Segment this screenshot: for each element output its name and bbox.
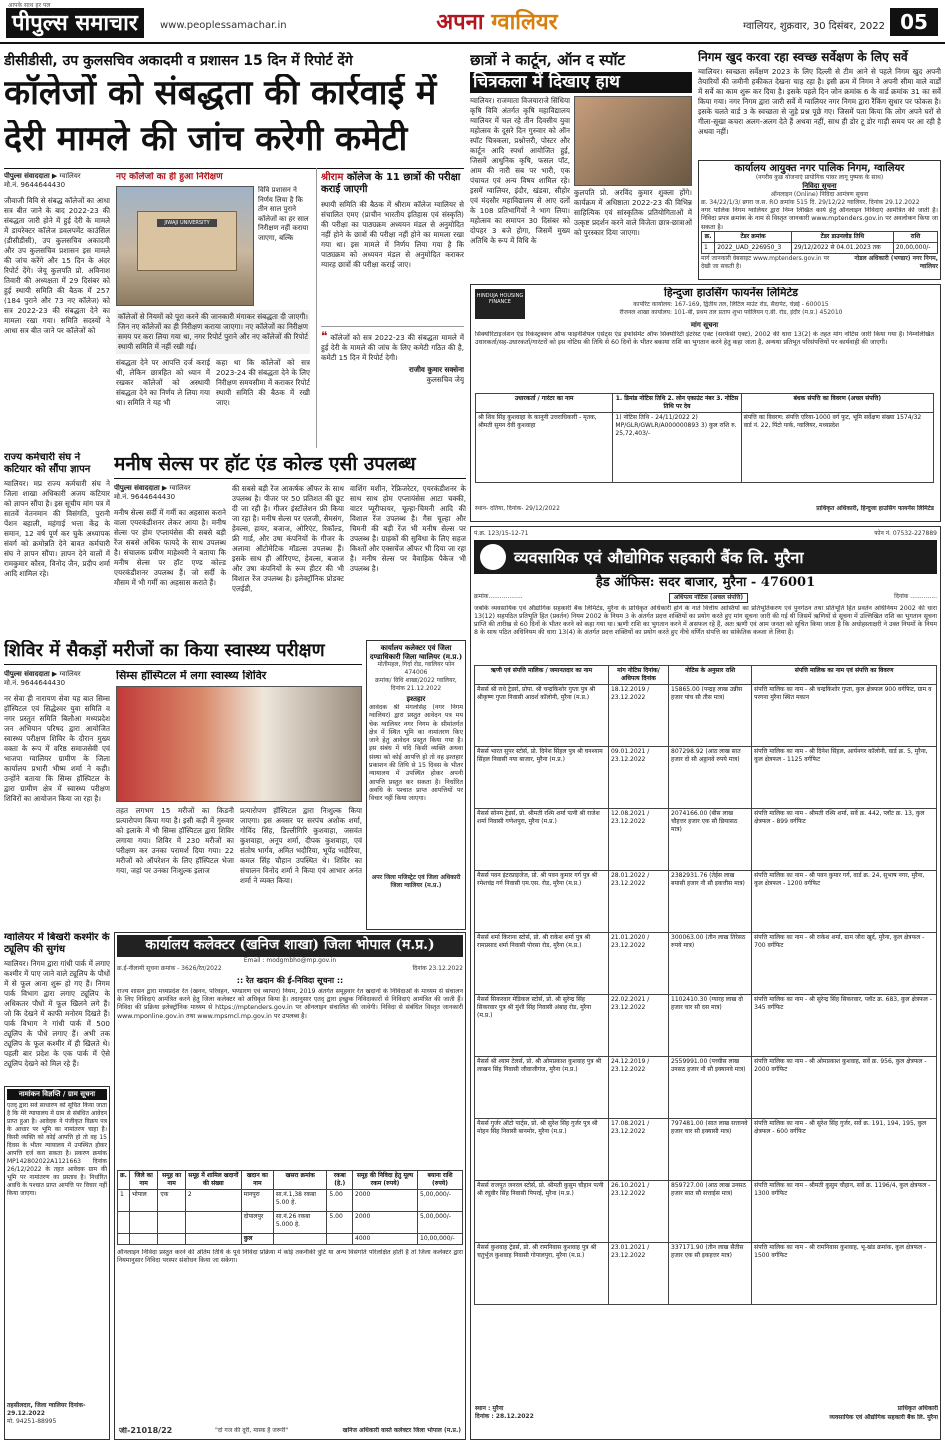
byline-phone: मो.नं. 9644644430 [4,679,66,687]
byline-phone: मो.नं. 9644644430 [4,181,66,189]
camp-body-col1: नर सेवा ही नारायण सेवा यह बात सिम्स हॉस्पिटल एवं सिद्धेश्वर युवा समिति व नगर प्रस्तुत समिति बिलौआ मध्यप्रदेश जन अभियान परिषद द्वारा आयोजित स्वास्थ्य परीक्षण शिविर के दौरान मुख्य वक्ता के रूप में वरिष्ठ समाजसेवी एवं भाजपा ग्वालियर ग्रामीण के जिला कार्यालय प्रभारी भीष्म शर्मा ने कही। उन्होंने बताया कि सिम्स हॉस्पिटल के द्वारा ग्रामीण क्षेत्र में स्वास्थ्य परीक्षण शिविरों का आयोजन किया जा रहा है। [4,694,110,803]
ac-headline: मनीष सेल्स पर हॉट एंड कोल्ड एसी उपलब्ध [114,453,416,475]
cartoon-caption: कुलपति प्रो. अरविंद कुमार शुक्ला होंगे। कार्यक्रम में अधिष्ठाता 2022-23 की विभिन्न साहित्यिक एवं सांस्कृतिक प्रतियोगिताओं में उत्कृष्ट प्रदर्शन करने वाले विजेता छात्र-छात्राओं को पुरस्कार दिया जाएगा। [574,188,692,237]
quote-author: राजीव कुमार सक्सेना [408,365,464,374]
tender-body: नगर पालिक निगम ग्वालियर द्वारा निम्न लिखित कार्य हेतु ऑनलाइन निविदाएं आमंत्रित की जाती है। निविदा प्रपत्र क्रमांक के नाम से विस्तृत जानकारी www.mptenders.gov.in पर अवलोकन किया जा सकता है। [701,207,938,231]
table-cell [158,1233,185,1244]
tender-sub: (नगरीय कुछ योजनाएं प्रायोगिक पावर लागू पुष्पक के साथ) [755,174,884,182]
table-row [475,684,937,746]
table-cell: 859727.00 (आठ लाख उनसठ हजार सात सौ सत्ताईस मात्र) [669,1180,752,1242]
lead-kicker: डीसीडीसी, उप कुलसचिव अकादमी व प्रशासन 15 दिन में रिपोर्ट देंगे [4,53,353,69]
table-cell: मैसर्स भारत सुपर स्टोर्स, प्रो. दिनेश सिंहल पुत्र श्री घनश्याम सिंहल निवासी नया बाजार, मुरैना (म.प्र.) [475,746,609,808]
cartoon-photo[interactable] [574,96,692,186]
hinduja-branch: रीजनल शाखा कार्यालय: 101-बी, प्रथम तल प्रताप शुभा पवेलियन ए.बी. रोड, इंदौर (म.प्र.) 452010 [619,309,843,316]
union-headline: राज्य कर्मचारी संघ ने कटियार को सौंपा ज्ञापन [4,452,91,475]
table-cell [327,1233,353,1244]
table-header: ऋणी एवं संपत्ति मालिक / जमानतदार का नाम [475,665,609,684]
table-cell [118,1233,130,1244]
byline-city: ग्वालियर [59,670,81,678]
collector-title: कार्यालय कलेक्टर एवं जिला दण्डाधिकारी जिला ग्वालियर (म.प्र.) [369,643,463,661]
mining-date: दिनांक 23.12.2022 [412,964,463,972]
bank-possession: अधिपत्य नोटिस (अचल संपत्ति) [669,593,748,603]
table-cell: 2022_UAD_226950_3 [715,243,792,254]
bank-footer [475,1405,938,1435]
table-row [118,1211,463,1233]
table-cell: मैसर्स राजपूत जनरल स्टोर्स, प्रो. श्रीमती कुसुम चौहान पत्नी श्री रघुवीर सिंह निवासी पिपरई, मुरैना (म.प्र.) [475,1180,609,1242]
table-cell: 1) नोटिस तिथि - 24/11/2022 2) MP/GLR/GWLR/A000000893 3) कुल राशि रु. 25,72,403/- [613,413,741,483]
table-cell: 2000 [353,1189,418,1211]
mining-slogan: "दो गज की दूरी, मास्क है जरूरी" [215,1427,289,1434]
table-row [475,808,937,870]
bank-ref: पं.क्र. 123/15-12-71 [474,530,529,537]
hinduja-sign: प्राधिकृत अधिकारी, हिन्दुजा हाउसिंग फायनेंस लिमिटेड [816,505,934,512]
hinduja-notice [470,284,941,522]
ac-body-col1: मनीष सेल्स सर्दी में गर्मी का अहसास कराने वाला एयरकंडीशनर लेकर आया है। मनीष सेल्स पर होम एप्लायंसेस की सबसे बड़ी रेंज सबसे अधिक फायदे के साथ उपलब्ध है। संचालक प्रवीण माहेश्वरी ने बताया कि मनीष सेल्स पर हॉट एण्ड कोल्ड एयरकंडीशनर उपलब्ध हैं। जो सर्दी के मौसम में भी गर्मी का अहसास कराते हैं। [114,508,226,587]
kashmir-headline: ग्वालियर में बिखरी कश्मीर के ट्यूलिप की सुगंध [4,932,110,955]
table-row [475,994,937,1056]
table-cell: 29/12/2022 से 04.01.2023 तक [791,243,893,254]
table-header-row [118,1170,463,1189]
tender-footer [701,255,938,271]
bank-head-office: हैड ऑफिस: सदर बाजार, मुरैना - 476001 [595,575,816,590]
table-cell: संपत्ति मालिक का नाम - श्री रामनिवास कुशवाह, भू-खंड क्रमांक, कुल क्षेत्रफल - 1500 वर्गफिट [752,1242,937,1304]
bank-dinank: दिनांक .............. [894,592,937,600]
table-header: क्र. [118,1170,130,1189]
section-title-city: ग्वालियर [491,9,558,35]
collector-addr: मोतीमहल, गिर्दा रोड, ग्वालियर फोन 474006 [377,661,455,676]
cartoon-body: ग्वालियर। राजमाता विजयाराजे सिंधिया कृषि विवि अंतर्गत कृषि महाविद्यालय ग्वालियर में चल रहे तीन दिवसीय युवा महोत्सव के दूसरे दिन गुरुवार को ऑन स्पॉट चित्रकला, प्रश्नोत्तरी, पोस्टर और कार्टून आदि स्पर्धा आयोजित हुई, जिसमें आधुनिक कृषि, फसल पॉट, आम की नारी सब पर भारी, एक पंचायत एवं अन्य विषय शामिल रहे। इसमें ग्वालियर, इंदौर, खंडवा, सीहोर एवं मंदसौर महाविद्यालय से आए दलों के 108 प्रतिभागियों ने भाग लिया। महोत्सव का समापन 30 दिसंबर को दोपहर 3 बजे होगा, जिसमें मुख्य अतिथि के रूप में विधि के [470,96,570,245]
hinduja-logo-text: HINDUJA HOUSING FINANCE [476,293,524,305]
ac-story [114,452,466,638]
table-cell: संपत्ति का विवरण: संपत्ति एरिया-1000 वर्ग फुट, भूमि सर्वेक्षण संख्या 1574/32 वार्ड नं. 22, पिंटो पार्क, ग्वालियर, मध्यप्रदेश [741,413,933,483]
table-cell: संपत्ति मालिक का नाम - श्री सुरेश सिंह गुर्जर, सर्वे क्र. 191, 194, 195, कुल क्षेत्रफल - 600 वर्गफिट [752,1118,937,1180]
table-cell: 5,00,000/- [418,1211,463,1233]
table-cell: 1 [702,243,715,254]
municipal-body: ग्वालियर। स्वच्छता सर्वेक्षण 2023 के लिए दिल्ली से टीम आने से पहले निगम खुद अपनी तैयारियों की जमीनी हकीकत देखना चाह रहा है। इसी क्रम में निगम ने अपनी सीमा वाले वार्डों में सर्वे का काम शुरू कर दिया है। इसके पहले दिन जोन क्रमांक 6 के वार्ड क्रमांक 31 का सर्वे किया गया। नगर निगम द्वारा जारी सर्वे में ग्वालियर नगर निगम द्वारा रैंकिंग सुधार पर फोकस है। इसके चलते वार्ड 3 के स्वच्छता से जुड़े प्रश्न पूछे गए। जिसमें पता किया कि लोग अपने घरों से गीला-सूखा कचरा अलग-अलग देते हैं अथवा नहीं, साथ ही डोर टू डोर गाड़ी समय पर आ रही है अथवा नहीं। [698,67,941,136]
bank-table [474,665,937,1305]
table-row [475,1056,937,1118]
table-cell: 15865.00 (पन्द्रह लाख उन्नीस हजार पांच सौ तीस मात्र) [669,684,752,746]
table-header: टेंडर क्रमांक [715,232,792,243]
lead-body-col2: संबद्धता देने पर आपत्ति दर्ज कराई थी, लेकिन छात्रहित को ध्यान में रखकर कॉलेजों को अस्थायी संबद्धता देने का निर्णय ले लिया गया था। समिति ने यह भी [116,358,210,407]
table-cell [158,1211,185,1233]
quote-text: कॉलेजों को सत्र 2022-23 की संबद्धता मामले में हुई देरी के मामले की जांच के लिए कमेटी गठित की है, कमेटी 15 दिन में रिपोर्ट देगी। [321,333,464,362]
tender-heading: निविदा सूचना [802,182,837,191]
sidebar-body: स्थायी समिति की बैठक में श्रीराम कॉलेज ग्वालियर से संचालित एमए (प्राचीन भारतीय इतिहास एवं संस्कृति) की परीक्षा का पाठ्यक्रम अध्ययन मंडल से अनुमोदित नहीं होने के छात्रों की परीक्षा नहीं होने का मामला रखा गया था। इस मामले में निर्णय लिया गया है कि पाठ्यक्रम को अध्ययन मंडल से अनुमोदित कराकर ग्यारह छात्रों की परीक्षा कराई जाए। [321,200,464,269]
quote-role: कुलसचिव जेयू [426,375,464,384]
namantran-body: एतद् द्वारा सर्व साधारण को सूचित किया जाता है कि मेरे न्यायालय में ग्राम से संबंधित आवेदन प्राप्त हुआ है। आवेदक ने पंजीकृत विक्रय पत्र के आधार पर भूमि का नामांतरण चाहा है। किसी व्यक्ति को कोई आपत्ति हो तो वह 15 दिवस के भीतर न्यायालय में उपस्थित होकर आपत्ति दर्ज करा सकता है। प्रकरण क्रमांक MP142802022A1121663 दिनांक 26/12/2022 के तहत आवेदक ग्राम की भूमि पर नामांतरण का प्रस्ताव है। निर्धारित अवधि के पश्चात प्राप्त आपत्ति पर विचार नहीं किया जाएगा। [7,1102,107,1197]
table-row [118,1189,463,1211]
table-cell: भोपाल [129,1189,158,1211]
table-cell: मैसर्स सोनम ट्रेडर्स, प्रो. श्रीमती रश्मि शर्मा पत्नी श्री राजेश शर्मा निवासी गणेशपुरा, मुरैना (म.प्र.) [475,808,609,870]
sidebar-kicker-rest: कॉलेज के 11 छात्रों की परीक्षा कराई जाएगी [321,172,461,195]
dateline: ग्वालियर, शुक्रवार, 30 दिसंबर, 2022 [743,21,885,32]
lead-headline-line1: कॉलेजों को संबद्धता की कार्रवाई में [4,74,437,113]
collector-heading: इश्तहार [406,695,426,703]
table-row [118,1233,463,1244]
table-cell: 1102410.30 (ग्यारह लाख दो हजार चार सौ दस मात्र) [669,994,752,1056]
table-row [475,932,937,994]
table-cell: संपत्ति मालिक का नाम - श्रीमती कुसुम चौहान, सर्वे क्र. 1196/4, कुल क्षेत्रफल - 1300 वर्गफिट [752,1180,937,1242]
union-story [4,452,110,640]
table-header: बंधक संपत्ति का विवरण (अचल संपत्ति) [741,394,933,413]
mining-body: राज्य शासन द्वारा मध्यप्रदेश रेत (खनन, परिवहन, भण्डारण एवं व्यापार) नियम, 2019 अंतर्गत समूहवार रेत खदानों के निविदाओं के माध्यम से संचालन के लिए निविदाएं आमंत्रित करने हेतु जिला कलेक्टर को अधिकृत किया है। तदानुसार एतद् द्वारा इच्छुक निविदाकारों से निविदाएं आमंत्रित की जाती हैं। निविदा की प्रक्रिया इलेक्ट्रॉनिक माध्यम से https://mptenders.gov.in पर ऑनलाइन संचालित की जावेगी। निविदा से संबंधित विस्तृत जानकारी www.mponline.gov.in तथा www.mpsmcl.mp.gov.in पर उपलब्ध है। [117,987,463,1020]
table-cell: संपत्ति मालिक का नाम - श्री ओमप्रकाश कुशवाह, सर्वे क्र. 956, कुल क्षेत्रफल - 2000 वर्गफिट [752,1056,937,1118]
mining-email: Email : modgmbho@mp.gov.in [243,956,337,964]
bank-banner [474,540,937,574]
lead-subkicker: नए कॉलेजों का ही हुआ निरीक्षण [116,172,223,182]
bank-refline [474,593,937,603]
table-cell: दोपालपुर [241,1211,273,1233]
cartoon-story [470,48,692,280]
page-number: 05 [890,8,938,36]
bank-sign-org: व्यवसायिक एवं औद्योगिक सहकारी बैंक लि. मुरैना [829,1414,938,1421]
table-header: राशि [893,232,937,243]
hinduja-body: सिक्योरिटाइजेशन एंड रिकंस्ट्रक्शन ऑफ फाइनेंशियल एसेट्स एंड इंफोर्समेंट ऑफ सिक्योरिटी इंटरेस्ट एक्ट (सरफेसी एक्ट), 2002 की धारा 13(2) के तहत मांग नोटिस जारी किया गया है। निम्नलिखित उधारकर्ता/सह-उधारकर्ता/गारंटरों को इस नोटिस की तिथि से 60 दिनों के भीतर बकाया राशि का भुगतान करने हेतु कहा जाता है, अन्यथा प्रतिभूत परिसंपत्तियों पर कार्यवाही की जाएगी। [475,331,934,347]
ac-body-col2: की सबसे बड़ी रेंज आकर्षक ऑफर के साथ उपलब्ध है। पीजर पर 50 प्रतिशत की छूट दी जा रही है। गीजर इंस्टॉलेशन फ्री किया जा रहा है। मनीष सेल्स पर एलजी, सैमसंग, हेवल्स, हायर, बजाज, ओरिएंट, रिकॉल्ड, फ्री गार्ड, और उषा कंपनियों के गीजर के अलावा ऑटोमेटिक मॉडल्स उपलब्ध हैं। इसके साथ ही ऑरिएण्ट, हेवल्स, बजाज और उषा कंपनियों के रूम हीटर की भी विशाल रेंज उपलब्ध है। इलेक्ट्रॉनिक प्रोडक्ट एलईडी, [232,484,344,593]
table-cell: एक [158,1189,185,1211]
table-header: रकबा (हे.) [327,1170,353,1189]
tender-ref: क्र. 34/22/1/3/ ब्रगरा ज.स. RO क्रमांक 515 दि. 29/12/22 ग्वालियर, दिनांक 29.12.2022 [701,199,920,207]
bank-phone: फोन नं. 07532-227889 [874,530,937,537]
mining-title: कार्यालय कलेक्टर (खनिज शाखा) जिला भोपाल (म.प्र.) [117,935,463,957]
bank-logo-icon [480,544,506,570]
table-cell: संपत्ति मालिक का नाम - श्री दिनेश सिंहल, आर्यनगर कॉलोनी, वार्ड क्र. 5, मुरैना, कुल क्षेत्रफल - 1125 वर्गफिट [752,746,937,808]
table-cell [185,1233,241,1244]
table-row [475,1180,937,1242]
camp-byline: पीपुल्स संवाददाता ▶ ग्वालियर मो.नं. 9644644430 [4,670,81,687]
mining-footer: ऑनलाइन निविदा प्रस्तुत करने की अंतिम तिथि के पूर्व निविदा प्रक्रिया में कोई तकनीकी त्रुटि या अन्य विसंगति परिलक्षित होती है तो जिला कलेक्टर द्वारा नियमानुसार निविदा परस्पर संशोधन किया जा सकेगा। [117,1248,463,1264]
table-header: समूह की निविदा हेतु मूल्य रकम (रुपये) [353,1170,418,1189]
byline-name: पीपुल्स संवाददाता [4,172,50,180]
mining-refline [117,965,463,973]
table-cell: मैसर्स श्री श्याम टेलर्स, प्रो. श्री ओमप्रकाश कुशवाह पुत्र श्री लाखन सिंह निवासी जीवाजीगंज, मुरैना (म.प्र.) [475,1056,609,1118]
table-row [476,413,934,483]
byline-phone: मो.नं. 9644644430 [114,493,176,501]
table-cell: 5.00 [327,1189,353,1211]
camp-body-col2: तहत लगभग 15 मरीजों का किडनी प्रत्यारोपण किया गया है। इसी कड़ी में गुरुवार को इलाके में भी सिम्स हॉस्पिटल द्वारा शिविर लगाया गया। शिविर में 230 मरीजों का परीक्षण कर उनका परामर्श दिया गया। 22 मरीजों को ऑपरेशन के लिए हॉस्पिटल भेजा गया, जहां पर उनका निःशुल्क इलाज [116,806,234,875]
section-title [392,6,602,36]
mining-notice [114,932,466,1440]
table-cell: 12.08.2021 / 23.12.2022 [608,808,668,870]
table-cell: मैसर्स शर्मा किराना स्टोर्स, प्रो. श्री राकेश शर्मा पुत्र श्री रामप्रसाद शर्मा निवासी पोरसा रोड, मुरैना (म.प्र.) [475,932,609,994]
table-cell: श्री शिव सिंह कुशवाहा के कानूनी उत्तराधिकारी - मृतक, श्रीमती सुमन देवी कुशवाहा [476,413,613,483]
table-cell: 28.01.2022 / 23.12.2022 [608,870,668,932]
brand-logo[interactable] [6,8,144,38]
table-cell: 2 [185,1189,241,1211]
kashmir-story [4,932,110,1084]
masthead [0,0,945,44]
divider [114,478,466,479]
bank-notice [470,526,941,1440]
hinduja-footer: स्थान- दतिया, दिनांक- 29/12/2022 [475,505,560,512]
table-cell: 20,00,000/- [893,243,937,254]
table-header: क्र. [702,232,715,243]
table-header: नोटिस के अनुसार राशि [669,665,752,684]
byline-city: ग्वालियर [59,172,81,180]
table-cell: 17.08.2021 / 23.12.2022 [608,1118,668,1180]
table-cell: मैसर्स पवन इंटरप्राइजेज, प्रो. श्री पवन कुमार गर्ग पुत्र श्री रमेशचंद्र गर्ग निवासी एम.एस. रोड, मुरैना (म.प्र.) [475,870,609,932]
table-cell: 807298.92 (आठ लाख सात हजार दो सौ अट्ठानवे रुपये मात्र) [669,746,752,808]
bank-kramank: क्रमांक.................. [474,592,523,600]
mining-ref: क्र.ई-नीलामी सूचना क्रमांक - 3626/रेत/2022 [117,964,222,972]
brand-tagline: आपके साथ हर पल [8,2,51,9]
lead-story [4,48,464,448]
sidebar-kicker-college: श्रीराम [321,172,344,183]
table-header: बयाना राशि (रुपये) [418,1170,463,1189]
table-cell: सा.नं.1,38 रकबा 5.00 हे. [273,1189,327,1211]
table-cell [185,1211,241,1233]
table-row [475,870,937,932]
municipal-headline: निगम खुद करवा रहा स्वच्छ सर्वेक्षण के लिए सर्वे [698,50,908,64]
table-header: संपत्ति मालिक का नाम एवं संपत्ति का विवरण [752,665,937,684]
table-cell: 1 [118,1189,130,1211]
table-cell: मैसर्स गुर्जर ऑटो पार्ट्स, प्रो. श्री सुरेश सिंह गुर्जर पुत्र श्री मोहन सिंह निवासी बानमोर, मुरैना (म.प्र.) [475,1118,609,1180]
table-cell: मैसर्स सिकरवार मेडिकल स्टोर्स, प्रो. श्री सुरेन्द्र सिंह सिकरवार पुत्र श्री मुंशी सिंह निवासी अंबाह रोड, मुरैना (म.प्र.) [475,994,609,1056]
table-cell: 337171.90 (तीन लाख सैंतीस हजार एक सौ इकहत्तर मात्र) [669,1242,752,1304]
table-header: टेंडर डाउनलोड तिथि [791,232,893,243]
table-cell: 18.12.2019 / 23.12.2022 [608,684,668,746]
table-cell: सा.नं.26 रकबा 5.000 हे. [273,1211,327,1233]
table-cell: 2559991.00 (पच्चीस लाख उनसठ हजार नौ सौ इक्यानवे मात्र) [669,1056,752,1118]
table-cell: 10,00,000/- [418,1233,463,1244]
table-cell: 09.01.2021 / 23.12.2022 [608,746,668,808]
table-cell: संपत्ति मालिक का नाम - श्री सुरेन्द्र सिंह सिकरवार, प्लॉट क्र. 683, कुल क्षेत्रफल - 345 वर्गफिट [752,994,937,1056]
kashmir-body: ग्वालियर। निगम द्वारा गांधी पार्क में लगाए कश्मीर में पाए जाने वाले ट्यूलिप के पौधों में से फूल आना शुरू हो गए हैं। निगम पार्क विभाग द्वारा लगाए ट्यूलिप के अधिकतर पौधों में फूल खिलने लगे हैं। जो कि देखने में काफी मनोरम दिखते हैं। पार्क विभाग ने गांधी पार्क में 500 ट्यूलिप के पौधे लगाए हैं। अभी तक ट्यूलिप के फूल कश्मीर में ही खिलते थे। पहली बार प्रदेश के एक पार्क में ऐसे ट्यूलिप देखने को मिल रहे हैं। [4,959,110,1068]
tender-table [701,231,938,254]
site-url[interactable]: www.peoplessamachar.in [160,20,287,31]
tender-line1: ऑनलाइन (Online) निविदा आमंत्रण सूचना [770,191,869,199]
table-cell: 24.12.2019 / 23.12.2022 [608,1056,668,1118]
bank-date: दिनांक : 28.12.2022 [475,1413,534,1420]
table-cell: संपत्ति मालिक का नाम - श्रीमती रश्मि शर्मा, सर्वे क्र. 442, प्लॉट क्र. 13, कुल क्षेत्रफल - 899 वर्गफिट [752,808,937,870]
table-cell: 23.01.2021 / 23.12.2022 [608,1242,668,1304]
table-cell: 300063.00 (तीन लाख तिरेसठ रुपये मात्र) [669,932,752,994]
table-cell: 21.01.2020 / 23.12.2022 [608,932,668,994]
table-cell: संपत्ति मालिक का नाम - श्री चन्द्रकिशोर गुप्ता, कुल क्षेत्रफल 900 वर्गफिट, ग्राम व परगना मुरैना स्थित मकान [752,684,937,746]
hinduja-heading: मांग सूचना [690,321,719,329]
table-cell: 5.00 [327,1211,353,1233]
divider [4,664,362,665]
tender-notice [698,160,941,280]
sidebar-quote [321,326,464,363]
lead-headline-line2: देरी मामले की जांच करेगी कमेटी [4,120,408,159]
table-cell: 2074166.00 (बीस लाख चौहत्तर हजार एक सौ छियासठ मात्र) [669,808,752,870]
table-header-row [476,394,934,413]
table-cell: 2000 [353,1211,418,1233]
sidebar-kicker [321,172,464,196]
mining-code: जी-21018/22 [119,1427,173,1435]
lead-body-col1: जीवाजी विवि से संबद्ध कॉलेजों का आधा सत्र बीत जाने के बाद 2022-23 की संबद्धता जारी होने में हुई देरी के मामले में डायरेक्टर कॉलेज डवलपमेंट काउंसिल (डीसीडीसी), उप कुलसचिव अकादमी और उप कुलसचिव प्रशासन इस मामले की जांच करेंगे और 15 दिन के अंदर रिपोर्ट देंगे। जेयू कुलपति प्रो. अविनाश तिवारी की अध्यक्षता में 29 दिसंबर को हुई स्थायी समिति की बैठक में 257 (184 पुराने और 73 नए कॉलेज) को सत्र 2022-23 की संबद्धता देने का मामला रखा गया। समिति सदस्यों ने आधा सत्र बीत जाने पर कॉलेजों को [4,196,110,335]
table-cell: 2382931.76 (तेईस लाख बयासी हजार नौ सौ इकत्तीस मात्र) [669,870,752,932]
table-cell: 26.10.2021 / 23.12.2022 [608,1180,668,1242]
table-header: समूह का नाम [158,1170,185,1189]
camp-headline: शिविर में सैकड़ों मरीजों का किया स्वास्थ्य परीक्षण [4,640,325,661]
table-row [475,1242,937,1304]
cartoon-headline-line2: चित्रकला में दिखाए हाथ [470,72,692,93]
table-header: समूह में शामिल खदानों की संख्या [185,1170,241,1189]
mining-table [117,1170,463,1245]
table-header-row [475,665,937,684]
tender-title: कार्यालय आयुक्त नगर पालिक निगम, ग्वालियर [734,163,905,174]
table-cell: मैसर्स श्री राधे ट्रेडर्स, प्रोपा. श्री चन्द्रकिशोर गुप्ता पुत्र श्री श्रीकृष्ण गुप्ता निवासी आदर्श कॉलोनी, मुरैना (म.प्र.) [475,684,609,746]
table-header: जिले का नाम [129,1170,158,1189]
table-cell [118,1211,130,1233]
table-header: मांग नोटिस दिनांक/ अधिपत्य दिनांक [608,665,668,684]
mining-heading: :: रेत खदान की ई-निविदा सूचना :: [236,975,344,985]
brand-name: पीपुल्स समाचार [12,10,138,36]
cartoon-headline-line1: छात्रों ने कार्टून, ऑन द स्पॉट [470,52,625,69]
sidebar-box [316,168,464,448]
table-cell: 4000 [353,1233,418,1244]
hinduja-addr: कार्पोरेट कार्यालय: 167-169, द्वितीय तल, लिटिल माउंट रोड, सैदापेट, चेन्नई - 600015 [633,301,829,308]
photo-caption: कॉलेजों से नियमों को पूरा करने की जानकारी मंगाकर संबद्धता दी जाएगी। जिन नए कॉलेजों का ही निरीक्षण कराया जाएगा। नए कॉलेजों का निरीक्षण समय पर करा लिया गया था, नगर रिपोर्ट पुराने और नए कॉलेजों की रिपोर्ट स्थायी समिति में नहीं रखी गई। [116,310,310,354]
table-cell [129,1211,158,1233]
table-cell: संपत्ति मालिक का नाम - श्री पवन कुमार गर्ग, वार्ड क्र. 24, सुभाष नगर, मुरैना, कुल क्षेत्रफल - 1200 वर्गफिट [752,870,937,932]
camp-photo[interactable] [116,686,362,802]
tender-footer-text: मार्ग जानकारी वेबसाइट www.mptenders.gov.in पर देखी जा सकती है। [701,255,830,271]
union-body: ग्वालियर। मप्र राज्य कर्मचारी संघ ने जिला शाखा अधिकारी अजय कटियार को ज्ञापन सौंपा है। इस सूचीय मांग पत्र में सातवें वेतनमान की विसंगति, पुरानी पेंशन बहाली, महंगाई भत्ता केंद्र के समान, 12 वर्ष पूर्ण कर चुके अध्यापक संवर्ग को क्रमोन्नति देने बावत कर्मचारी संघ ने ज्ञापन सौंपा। ज्ञापन देने वालों में रामकुमार कौरव, विनोद जैन, प्रदीप शर्मा आदि शामिल रहे। [4,479,110,578]
table-header: उधारकर्ता / गारंटर का नाम [476,394,613,413]
mining-sign: खनिज अधिकारी वास्ते कलेक्टर जिला भोपाल (म.प्र.) [342,1427,461,1434]
table-header: खसरा क्रमांक [273,1170,327,1189]
quote-icon: ❝ [321,329,328,343]
table-cell: 22.02.2021 / 23.12.2022 [608,994,668,1056]
namantran-phone: मो. 94251-88995 [7,1418,57,1425]
table-row [702,243,938,254]
lead-body-col3: कहा था कि कॉलेजों को सत्र 2023-24 की संबद्धता देने के लिए निरीक्षण समयसीमा में कराकर रिपोर्ट स्थायी समिति की बैठक में रखी जाए। [216,358,310,407]
camp-body-col3: प्रत्यारोपण हॉस्पिटल द्वारा निःशुल्क किया जाएगा। इस अवसर पर सरपंच अशोक शर्मा, गोविंद सिंह, डिल्लीगिरि कुशवाहा, जसवंत कुशवाहा, अनूप शर्मा, दीपक कुशवाहा, एवं संतोष भार्गव, अमित भदौरिया, भूपेंद्र भदौरिया, कमल सिंह चौहान उपस्थित थे। शिविर का संचालन विनोद शर्मा ने किया एवं आभार अनंत शर्मा ने व्यक्त किया। [240,806,362,885]
table-cell [273,1233,327,1244]
table-cell: 5,00,000/- [418,1189,463,1211]
table-cell: मानपुरा [241,1189,273,1211]
namantran-title: नामांकन विज्ञप्ति / ग्राम सूचना [7,1089,107,1100]
bank-topline [474,530,937,538]
byline-name: पीपुल्स संवाददाता [114,484,160,492]
bank-sign: प्राधिकृत अधिकारी [897,1405,938,1412]
hinduja-name: हिन्दुजा हाउसिंग फायनेंस लिमिटेड [663,287,799,299]
college-photo[interactable]: JIWAJI UNIVERSITY [116,186,254,306]
byline-city: ग्वालियर [169,484,191,492]
ac-body-col3: वाशिंग मशीन, रेफ्रिजरेटर, एयरकंडीशनर के साथ साथ होम एप्लायंसेस आटा चक्की, वाटर प्यूरीफायर, चूल्हा-चिमनी आदि की विशाल रेंज उपलब्ध है। गैस चूल्हा और चिमनी की बड़ी रेंज भी मनीष सेल्स पर उपलब्ध है। ग्राहकों की सुविधा के लिए सहज किश्तों और एक्सचेंज ऑफर भी दिया जा रहा है। मनीष सेल्स पर वैवाहिक पैकेज भी उपलब्ध है। [350,484,466,573]
table-cell: कुल [241,1233,273,1244]
collector-sign: अपर जिला मजिस्ट्रेट एवं जिला अधिकारी जिला ग्वालियर (म.प्र.) [371,874,461,889]
byline-name: पीपुल्स संवाददाता [4,670,50,678]
bank-name: व्यवसायिक एवं औद्योगिक सहकारी बैंक लि. मुरैना [514,548,804,567]
table-header-row [702,232,938,243]
table-row [475,746,937,808]
table-row [475,1118,937,1180]
tender-sign: नोडल अधिकारी (भण्डार) नगर निगम, ग्वालियर [854,255,938,271]
section-title-prefix: अपना [436,9,492,35]
quote-attribution [321,365,464,385]
namantran-sign: तहसीलदार, जिला ग्वालियर दिनांक- 29.12.2022 [7,1402,86,1417]
bank-place: स्थान : मुरैना [475,1405,504,1412]
photo-side-text: विवि प्रशासन ने निर्णय लिया है कि तीन साल पुराने कॉलेजों का हर साल निरीक्षण नहीं कराया जाएगा, बल्कि [258,186,309,242]
table-cell: संपत्ति मालिक का नाम - श्री राकेश शर्मा, ग्राम जौरा खुर्द, मुरैना, कुल क्षेत्रफल - 700 वर्गफिट [752,932,937,994]
table-cell [129,1233,158,1244]
table-cell: 797481.00 (सात लाख सत्तानवे हजार चार सौ इक्यासी मात्र) [669,1118,752,1180]
municipal-story [698,48,941,158]
lead-byline: पीपुल्स संवाददाता ▶ ग्वालियर मो.नं. 9644644430 [4,172,81,189]
table-header: 1. डिमांड नोटिस तिथि 2. लोन एकाउंट नंबर 3. नोटिस तिथि पर देय [613,394,741,413]
camp-subheadline: सिम्स हॉस्पिटल में लगा स्वास्थ्य शिविर [116,670,267,682]
table-header: खदान का नाम [241,1170,273,1189]
hinduja-table [475,393,934,483]
collector-ref: क्रमांक/ विधि शाखा/2022 ग्वालियर, दिनांक 21.12.2022 [375,677,457,692]
camp-story [4,640,362,930]
collector-notice [366,640,466,930]
hinduja-logo [475,289,525,319]
table-cell: मैसर्स कुशवाह ट्रेडर्स, प्रो. श्री रामनिवास कुशवाह पुत्र श्री चतुर्भुज कुशवाह निवासी गोपालपुरा, मुरैना (म.प्र.) [475,1242,609,1304]
namantran-notice [4,1086,110,1440]
collector-body: आवेदक श्री मंगलसिंह (नगर निगम ग्वालियर) द्वारा प्रस्तुत आवेदन पत्र मय चेक ग्वालियर नगर निगम के सीमांतर्गत क्षेत्र में स्थित भूमि का नामांतरण किए जाने हेतु आवेदन प्रस्तुत किया गया है। इस संबंध में यदि किसी व्यक्ति अथवा संस्था को कोई आपत्ति हो तो वह इश्तहार प्रकाशन की तिथि से 15 दिवस के भीतर न्यायालय में उपस्थित होकर अपनी आपत्ति प्रस्तुत कर सकता है। निर्धारित अवधि के पश्चात प्राप्त आपत्तियों पर विचार नहीं किया जाएगा। [369,704,463,803]
ac-byline: पीपुल्स संवाददाता ▶ ग्वालियर मो.नं. 9644644430 [114,484,191,501]
bank-intro: जबकि व्यवसायिक एवं औद्योगिक सहकारी बैंक लिमिटेड, मुरैना के प्राधिकृत अधिकारी होने के नाते वित्तीय आस्तियों का प्रतिभूतिकरण एवं पुनर्गठन तथा प्रतिभूति हित प्रवर्तन अधिनियम 2002 की धारा 13(12) सहपठित प्रतिभूति हित (प्रवर्तन) नियम 2002 के नियम 3 के अंतर्गत प्रदत्त शक्तियों का प्रयोग करते हुए मांग सूचना जारी की गई थी जिसमें ऋणियों से सूचना में उल्लिखित राशि का भुगतान सूचना प्राप्ति की तारीख से 60 दिनों के भीतर करने को कहा गया था। ऋणी राशि का भुगतान करने में असफल रहे हैं, अतः ऋणी एवं आम जनता को सूचित किया जाता है कि अधोहस्ताक्षरी ने उक्त नियमों के नियम 8 के साथ पठित अधिनियम की धारा 13(4) के अंतर्गत प्रदत्त शक्तियों का प्रयोग करते हुए नीचे वर्णित संपत्ति का सांकेतिक कब्जा ले लिया है। [474,604,937,637]
